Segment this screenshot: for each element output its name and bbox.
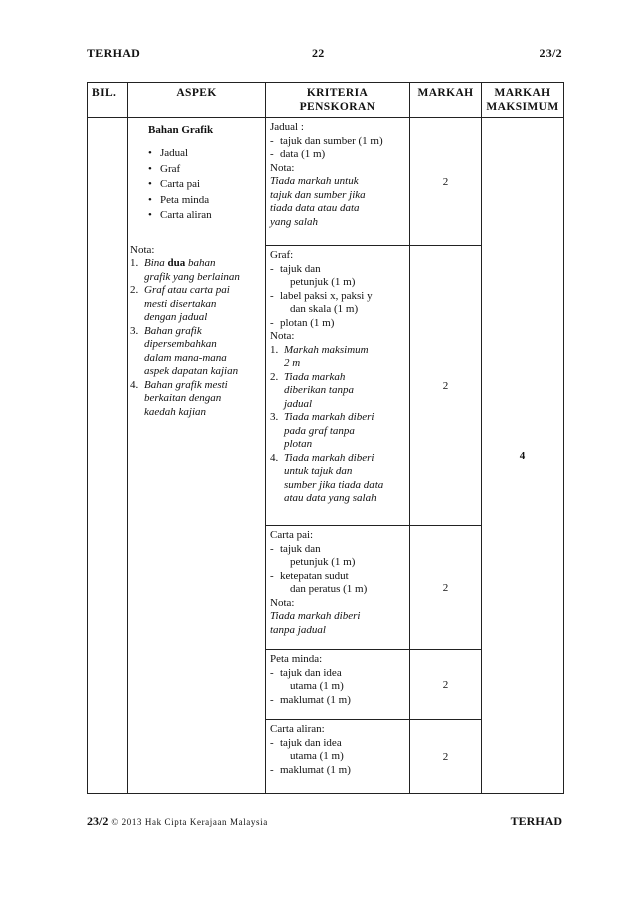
note-text: Tiada markah — [284, 370, 346, 383]
note-text: Bahan grafik mesti — [144, 378, 228, 391]
col-header-kriteria-l1: KRITERIA — [306, 87, 369, 99]
note-number: 4. — [130, 378, 139, 391]
kriteria-line: petunjuk (1 m) — [290, 276, 356, 288]
note-number: 3. — [270, 411, 279, 423]
note-text: plotan — [284, 438, 313, 450]
footer-code: 23/2 — [87, 814, 109, 828]
header-right: 23/2 — [539, 46, 562, 60]
note-bold-text: dua — [167, 257, 186, 269]
note-number: 1. — [270, 343, 279, 356]
note-text: 2 m — [284, 357, 301, 369]
footer-copyright: © 2013 Hak Cipta Kerajaan Malaysia — [111, 817, 268, 827]
kriteria-line: tajuk dan sumber (1 m) — [280, 134, 383, 147]
aspek-nota-label: Nota: — [130, 243, 155, 256]
note-number: 2. — [130, 284, 139, 296]
nota-text: yang salah — [270, 215, 318, 228]
kriteria-line: tajuk dan — [280, 262, 321, 275]
note-number: 2. — [270, 370, 279, 383]
kriteria-line: dan skala (1 m) — [290, 303, 359, 315]
note-text: Bahan grafik — [144, 324, 202, 337]
table-header-row — [88, 83, 564, 118]
kriteria-line: tajuk dan idea — [280, 666, 342, 679]
note-text: atau data yang salah — [284, 492, 377, 504]
note-text: Markah maksimum — [284, 343, 369, 356]
kriteria-line: label paksi x, paksi y — [280, 289, 373, 302]
note-text: Graf atau carta pai — [144, 284, 230, 296]
note-text: aspek dapatan kajian — [144, 365, 239, 377]
kriteria-line: maklumat (1 m) — [280, 693, 351, 706]
note-number: 1. — [130, 257, 139, 269]
kriteria-title: Peta minda: — [270, 653, 323, 665]
footer-left — [87, 814, 268, 829]
col-header-bil: BIL. — [88, 83, 128, 118]
aspek-note-4 — [130, 379, 265, 420]
note-text: diberikan tanpa — [284, 384, 354, 396]
kriteria-title: Graf: — [270, 249, 294, 261]
table-row-jadual — [88, 118, 564, 246]
note-text: untuk tajuk dan — [284, 465, 353, 477]
nota-label: Nota: — [270, 330, 295, 342]
graf-note-1 — [270, 344, 405, 371]
aspek-item: • Jadual — [148, 146, 265, 162]
note-text: dengan jadual — [144, 311, 208, 323]
note-text: kaedah kajian — [144, 405, 207, 418]
kriteria-line: tajuk dan — [280, 542, 321, 555]
note-number: 4. — [270, 451, 279, 464]
kriteria-title: Carta pai: — [270, 529, 314, 541]
note-text: Tiada markah diberi — [284, 411, 375, 423]
note-text: jadual — [284, 397, 313, 410]
kriteria-line: utama (1 m) — [290, 750, 344, 762]
note-text: sumber jika tiada data — [284, 478, 384, 491]
note-text: Tiada markah diberi — [284, 451, 375, 464]
kriteria-carta-aliran: Carta aliran: - tajuk dan idea utama (1 m) - maklumat (1 m) — [266, 720, 410, 794]
aspek-note-2 — [130, 284, 265, 325]
markah-maksimum: 4 — [482, 118, 564, 794]
col-header-markah: MARKAH — [410, 83, 482, 118]
kriteria-title: Carta aliran: — [270, 723, 325, 735]
kriteria-graf: Graf: - tajuk dan petunjuk (1 m) - label paksi x, paksi y dan skala (1 m) - plotan (1 m) Nota: 1. Markah maksimum 2 m 2. Tiada markah diberikan tanpa jadual 3. Tiada markah diberi pada graf tanpa plotan 4. Tiada markah diberi untuk tajuk dan sumber jika tiada data atau data yang salah — [266, 246, 410, 526]
aspek-item: • Carta pai — [148, 177, 265, 193]
aspek-nota — [128, 244, 265, 420]
aspek-cell — [128, 118, 266, 794]
kriteria-line: petunjuk (1 m) — [290, 556, 356, 568]
col-header-aspek: ASPEK — [128, 83, 266, 118]
kriteria-line: plotan (1 m) — [280, 316, 335, 329]
aspek-item: • Peta minda — [148, 193, 265, 209]
col-header-maksimum-l1: MARKAH — [494, 87, 551, 99]
kriteria-carta-pai: Carta pai: - tajuk dan petunjuk (1 m) - ketepatan sudut dan peratus (1 m) Nota: Tiada markah diberi tanpa jadual — [266, 526, 410, 650]
nota-text: tanpa jadual — [270, 623, 326, 636]
markah-peta-minda: 2 — [410, 650, 482, 720]
note-text: mesti disertakan — [144, 297, 217, 310]
rubric-table — [87, 82, 564, 794]
aspek-note-3 — [130, 325, 265, 379]
nota-label: Nota: — [270, 596, 295, 609]
kriteria-title: Jadual : — [270, 121, 304, 133]
footer-right: TERHAD — [510, 814, 562, 828]
markah-carta-aliran: 2 — [410, 720, 482, 794]
note-text: berkaitan dengan — [144, 392, 222, 404]
note-text: grafik yang berlainan — [144, 270, 240, 283]
kriteria-line: utama (1 m) — [290, 680, 344, 692]
page-number: 22 — [312, 46, 325, 60]
nota-text: tajuk dan sumber jika — [270, 188, 366, 201]
col-header-maksimum — [482, 83, 564, 118]
note-text: bahan — [188, 257, 216, 269]
kriteria-line: maklumat (1 m) — [280, 763, 351, 776]
note-text: pada graf tanpa — [284, 424, 355, 437]
aspek-item: • Graf — [148, 162, 265, 178]
kriteria-line: dan peratus (1 m) — [290, 583, 368, 595]
nota-text: Tiada markah untuk — [270, 175, 359, 187]
nota-text: Tiada markah diberi — [270, 610, 361, 622]
nota-text: tiada data atau data — [270, 202, 360, 214]
aspek-note-1 — [130, 257, 265, 284]
markah-graf: 2 — [410, 246, 482, 526]
aspek-list — [148, 146, 265, 224]
kriteria-line: data (1 m) — [280, 148, 326, 160]
graf-note-2 — [270, 371, 405, 412]
note-number: 3. — [130, 324, 139, 337]
note-text: Bina — [144, 257, 165, 269]
bil-cell — [88, 118, 128, 794]
aspek-title: Bahan Grafik — [148, 124, 214, 136]
col-header-kriteria-l2: PENSKORAN — [299, 101, 376, 113]
markah-carta-pai: 2 — [410, 526, 482, 650]
kriteria-line: ketepatan sudut — [280, 569, 349, 582]
col-header-kriteria — [266, 83, 410, 118]
header-left: TERHAD — [87, 46, 141, 60]
graf-note-3 — [270, 411, 405, 452]
aspek-item: • Carta aliran — [148, 208, 265, 224]
markah-jadual: 2 — [410, 118, 482, 246]
graf-note-4 — [270, 452, 405, 506]
kriteria-peta-minda: Peta minda: - tajuk dan idea utama (1 m) - maklumat (1 m) — [266, 650, 410, 720]
nota-label: Nota: — [270, 161, 295, 174]
note-text: dalam mana-mana — [144, 351, 227, 364]
kriteria-jadual: Jadual : - tajuk dan sumber (1 m) - data (1 m) Nota: Tiada markah untuk tajuk dan sumber jika tiada data atau data yang salah — [266, 118, 410, 246]
col-header-maksimum-l2: MAKSIMUM — [486, 101, 559, 113]
kriteria-line: tajuk dan idea — [280, 736, 342, 749]
note-text: dipersembahkan — [144, 338, 217, 350]
